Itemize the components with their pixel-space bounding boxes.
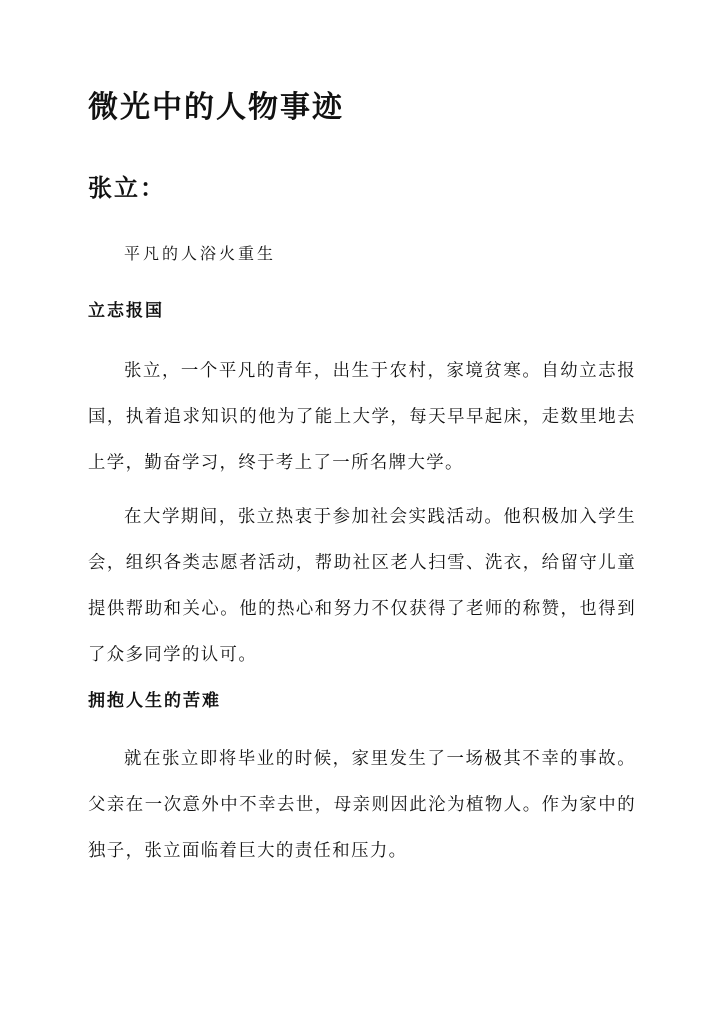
person-heading: 张立： — [88, 173, 166, 202]
section-heading-1: 立志报国 — [88, 301, 164, 321]
paragraph: 在大学期间，张立热衷于参加社会实践活动。他积极加入学生会，组织各类志愿者活动，帮助社区老人扫雪、洗衣，给留守儿童提供帮助和关心。他的热心和努力不仅获得了老师的称赞，也得到了众多同学的认可。 — [88, 507, 636, 665]
subtitle: 平凡的人浴火重生 — [124, 244, 277, 263]
paragraph: 就在张立即将毕业的时候，家里发生了一场极其不幸的事故。父亲在一次意外中不幸去世，母亲则因此沦为植物人。作为家中的独子，张立面临着巨大的责任和压力。 — [88, 749, 636, 861]
document-title: 微光中的人物事迹 — [88, 90, 344, 125]
paragraph: 张立，一个平凡的青年，出生于农村，家境贫寒。自幼立志报国，执着追求知识的他为了能上大学，每天早早起床，走数里地去上学，勤奋学习，终于考上了一所名牌大学。 — [88, 361, 636, 473]
section-heading-2: 拥抱人生的苦难 — [88, 691, 221, 711]
